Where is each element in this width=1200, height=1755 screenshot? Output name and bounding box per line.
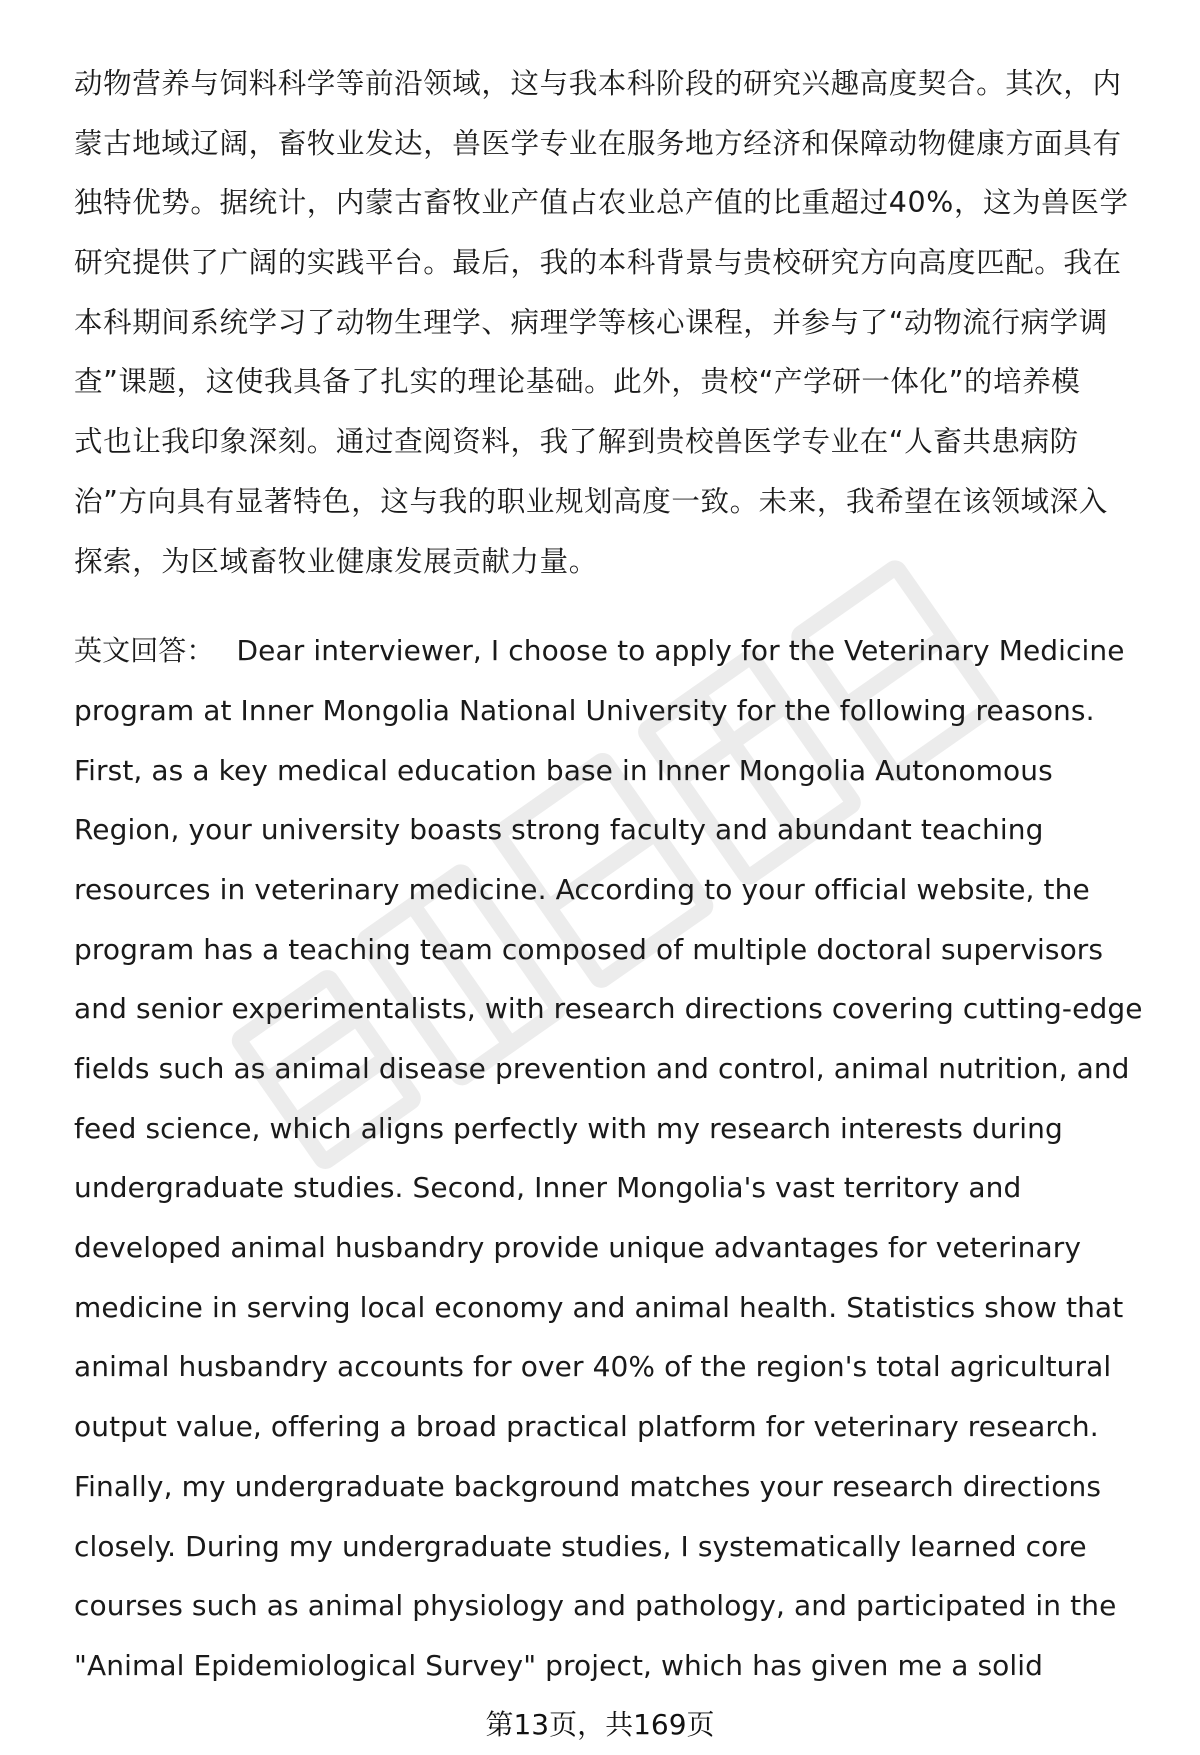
answer-first-line (74, 621, 1144, 681)
paragraph-line: 探索，为区域畜牧业健康发展贡献力量。 (74, 544, 598, 578)
answer-line: developed animal husbandry provide unique advantages for veterinary (74, 1231, 1082, 1265)
paragraph-line: 查”课题，这使我具备了扎实的理论基础。此外，贵校“产学研一体化”的培养模 (74, 365, 1081, 399)
answer-line: undergraduate studies. Second, Inner Mongolia's vast territory and (74, 1171, 1022, 1205)
answer-line: program at Inner Mongolia National University for the following reasons. (74, 693, 1095, 727)
document-body (74, 54, 1144, 1696)
english-answer (74, 621, 1144, 1695)
answer-line: Finally, my undergraduate background matches your research directions (74, 1469, 1102, 1503)
paragraph-line: 治”方向具有显著特色，这与我的职业规划高度一致。未来，我希望在该领域深入 (74, 484, 1108, 518)
answer-first-line-text: Dear interviewer, I choose to apply for the Veterinary Medicine (236, 634, 1125, 668)
answer-line: feed science, which aligns perfectly with my research interests during (74, 1111, 1063, 1145)
answer-line: courses such as animal physiology and pathology, and participated in the (74, 1589, 1117, 1623)
answer-line: medicine in serving local economy and animal health. Statistics show that (74, 1290, 1124, 1324)
answer-line: fields such as animal disease prevention and control, animal nutrition, and (74, 1052, 1130, 1085)
paragraph-line: 研究提供了广阔的实践平台。最后，我的本科背景与贵校研究方向高度匹配。我在 (74, 246, 1122, 280)
answer-line: output value, offering a broad practical platform for veterinary research. (74, 1410, 1099, 1444)
answer-label: 英文回答： (74, 634, 215, 668)
paragraph-line: 式也让我印象深刻。通过查阅资料，我了解到贵校兽医学专业在“人畜共患病防 (74, 425, 1079, 459)
answer-line: resources in veterinary medicine. According to your official website, the (74, 872, 1090, 906)
answer-line: program has a teaching team composed of multiple doctoral supervisors (74, 932, 1104, 966)
chinese-paragraph (74, 54, 1144, 591)
answer-line: animal husbandry accounts for over 40% of the region's total agricultural (74, 1350, 1112, 1384)
paragraph-line: 独特优势。据统计，内蒙古畜牧业产值占农业总产值的比重超过40%，这为兽医学 (74, 186, 1129, 220)
answer-line: closely. During my undergraduate studies, I systematically learned core (74, 1529, 1087, 1563)
page-number-footer: 第13页，共169页 (485, 1708, 715, 1741)
answer-line: First, as a key medical education base in Inner Mongolia Autonomous (74, 753, 1053, 787)
paragraph-line: 本科期间系统学习了动物生理学、病理学等核心课程，并参与了“动物流行病学调 (74, 305, 1108, 339)
answer-line: Region, your university boasts strong faculty and abundant teaching (74, 813, 1044, 847)
paragraph-line: 动物营养与饲料科学等前沿领域，这与我本科阶段的研究兴趣高度契合。其次，内 (74, 67, 1122, 100)
paragraph-line: 蒙古地域辽阔，畜牧业发达，兽医学专业在服务地方经济和保障动物健康方面具有 (74, 126, 1122, 160)
answer-line: "Animal Epidemiological Survey" project, which has given me a solid (74, 1648, 1044, 1682)
answer-line: and senior experimentalists, with research directions covering cutting-edge (74, 992, 1143, 1026)
